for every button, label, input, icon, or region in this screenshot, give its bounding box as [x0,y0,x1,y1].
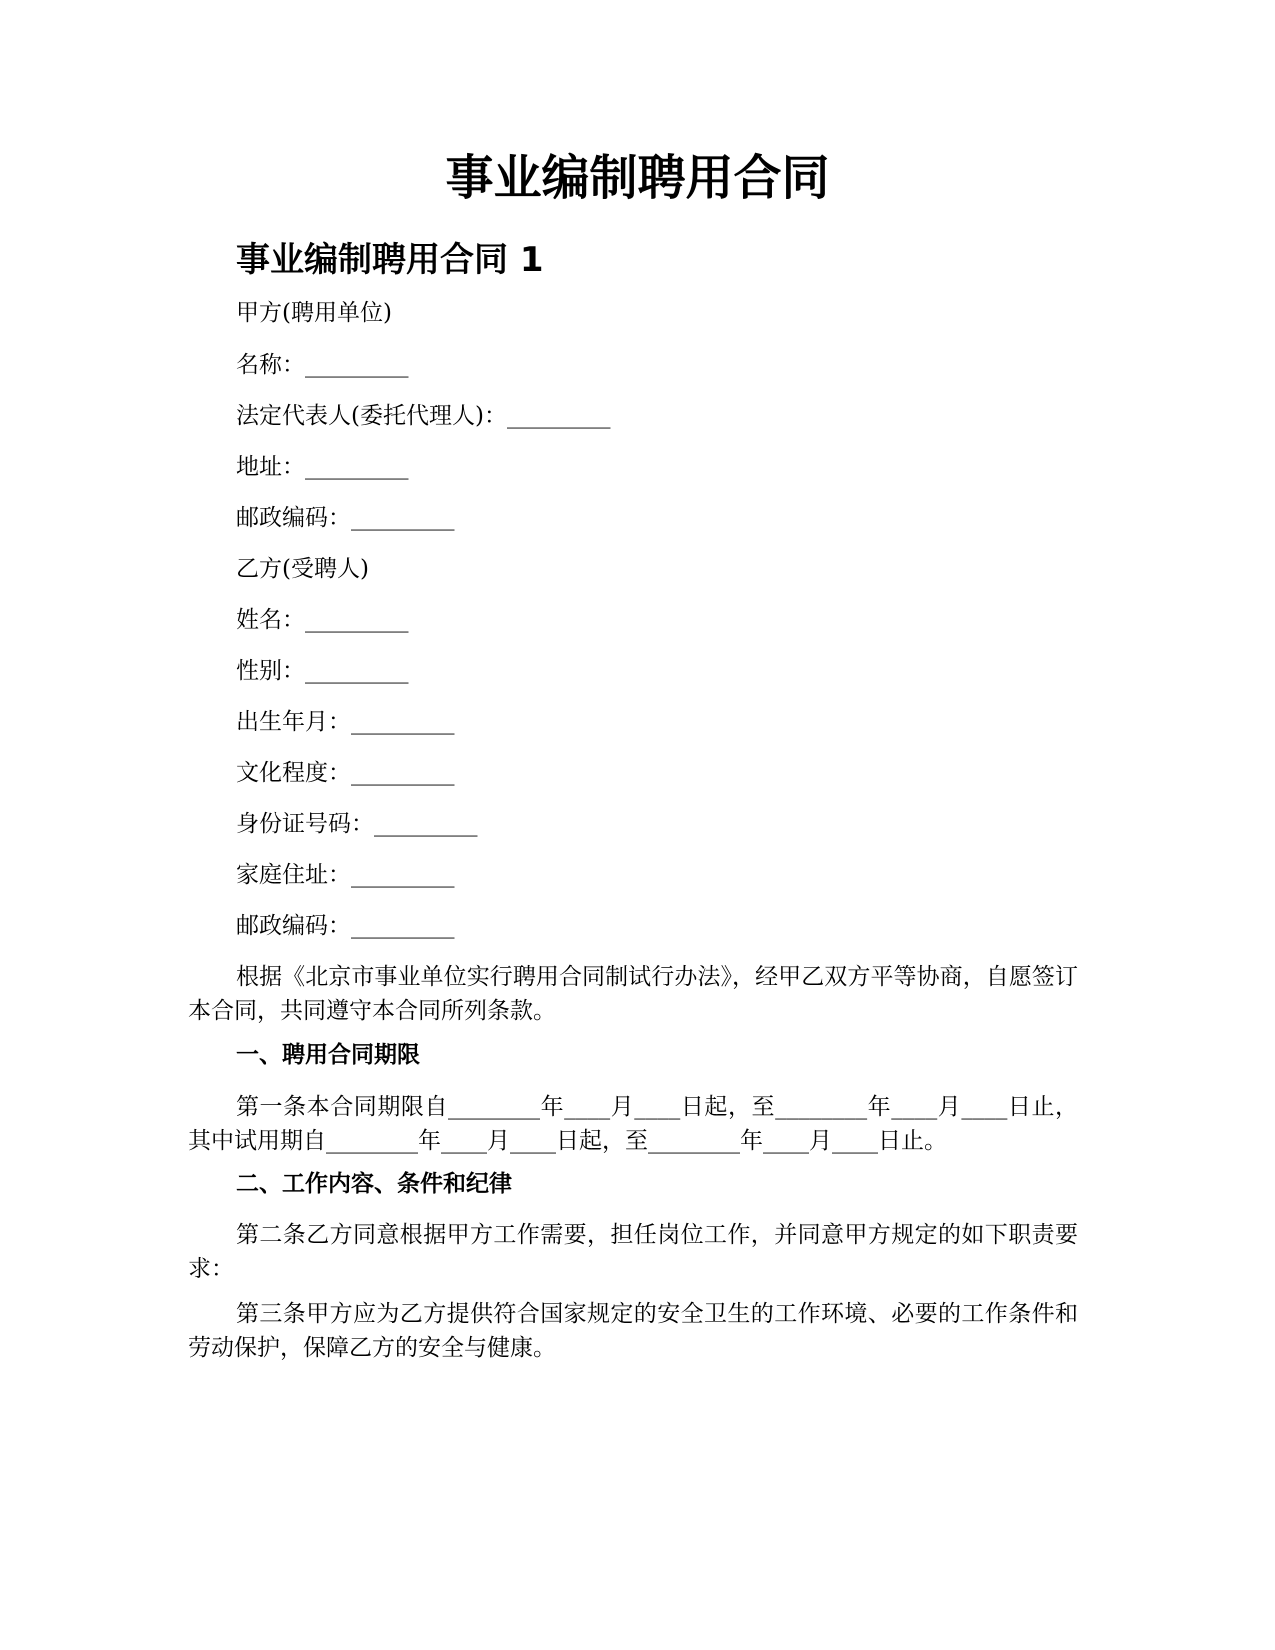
party-b-gender-field: 性别：_________ [236,658,409,684]
party-b-name-field: 姓名：_________ [236,607,409,633]
party-a-address-field: 地址：_________ [236,454,409,480]
party-b-id-field: 身份证号码：_________ [236,811,478,837]
party-a-heading: 甲方(聘用单位) [236,300,392,326]
party-b-birth-field: 出生年月：_________ [236,709,455,735]
party-b-address-field: 家庭住址：_________ [236,862,455,888]
heading-work-content: 二、工作内容、条件和纪律 [236,1171,512,1197]
article-3-paragraph: 第三条甲方应为乙方提供符合国家规定的安全卫生的工作环境、必要的工作条件和劳动保护，保障乙方的安全与健康。 [188,1301,1078,1361]
heading-contract-term: 一、聘用合同期限 [236,1042,420,1068]
article-1-paragraph: 第一条本合同期限自________年____月____日起，至________年____月____日止，其中试用期自________年____月____日起，至________年____月____日止。 [188,1094,1078,1154]
party-b-postcode-field: 邮政编码：_________ [236,913,455,939]
section-title: 事业编制聘用合同 1 [236,240,544,280]
party-a-name-field: 名称：_________ [236,352,409,378]
party-a-representative-field: 法定代表人(委托代理人)：_________ [236,403,611,429]
article-2-paragraph: 第二条乙方同意根据甲方工作需要，担任岗位工作，并同意甲方规定的如下职责要求： [188,1222,1078,1282]
party-b-education-field: 文化程度：_________ [236,760,455,786]
party-a-postcode-field: 邮政编码：_________ [236,505,455,531]
intro-paragraph: 根据《北京市事业单位实行聘用合同制试行办法》，经甲乙双方平等协商，自愿签订本合同，共同遵守本合同所列条款。 [188,964,1078,1024]
page-title: 事业编制聘用合同 [445,150,830,206]
party-b-heading: 乙方(受聘人) [236,556,369,582]
